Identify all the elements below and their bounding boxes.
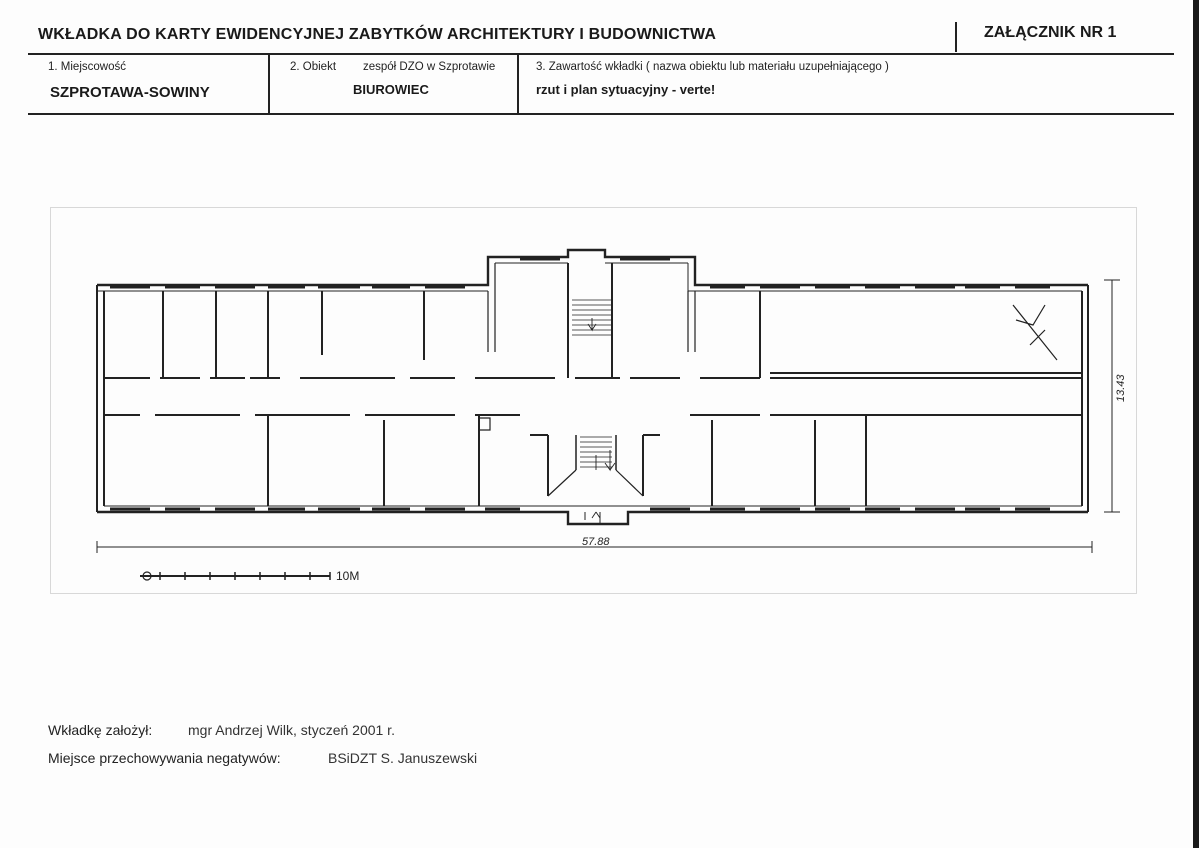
outer-wall-left <box>97 285 104 512</box>
annex-number: ZAŁĄCZNIK NR 1 <box>984 24 1117 41</box>
scale-label: 10M <box>336 569 360 583</box>
locality-label: 1. Miejscowość <box>48 61 126 73</box>
document-title: WKŁADKA DO KARTY EWIDENCYJNEJ ZABYTKÓW ARCHITEKTURY I BUDOWNICTWA <box>38 26 717 43</box>
scan-edge <box>1193 0 1199 848</box>
author-value: mgr Andrzej Wilk, styczeń 2001 r. <box>188 722 395 738</box>
author-label: Wkładkę założył: <box>48 722 153 738</box>
object-value: BIUROWIEC <box>353 82 429 97</box>
width-dimension-text: 57.88 <box>582 536 610 548</box>
negatives-label: Miejsce przechowywania negatywów: <box>48 750 281 766</box>
contents-label: 3. Zawartość wkładki ( nazwa obiektu lub materiału uzupełniającego ) <box>536 61 889 73</box>
corridor-wall-north <box>104 373 1082 378</box>
object-label: 2. Obiekt <box>290 61 337 73</box>
outer-wall-top <box>97 250 1088 285</box>
north-arrow <box>1013 305 1057 360</box>
contents-value: rzut i plan sytuacyjny - verte! <box>536 82 716 97</box>
outer-wall-right <box>1082 285 1088 512</box>
locality-value: SZPROTAWA-SOWINY <box>50 84 210 101</box>
depth-dimension-text: 13.43 <box>1115 374 1127 402</box>
negatives-value: BSiDZT S. Januszewski <box>328 750 478 766</box>
object-detail: zespół DZO w Szprotawie <box>363 61 496 73</box>
